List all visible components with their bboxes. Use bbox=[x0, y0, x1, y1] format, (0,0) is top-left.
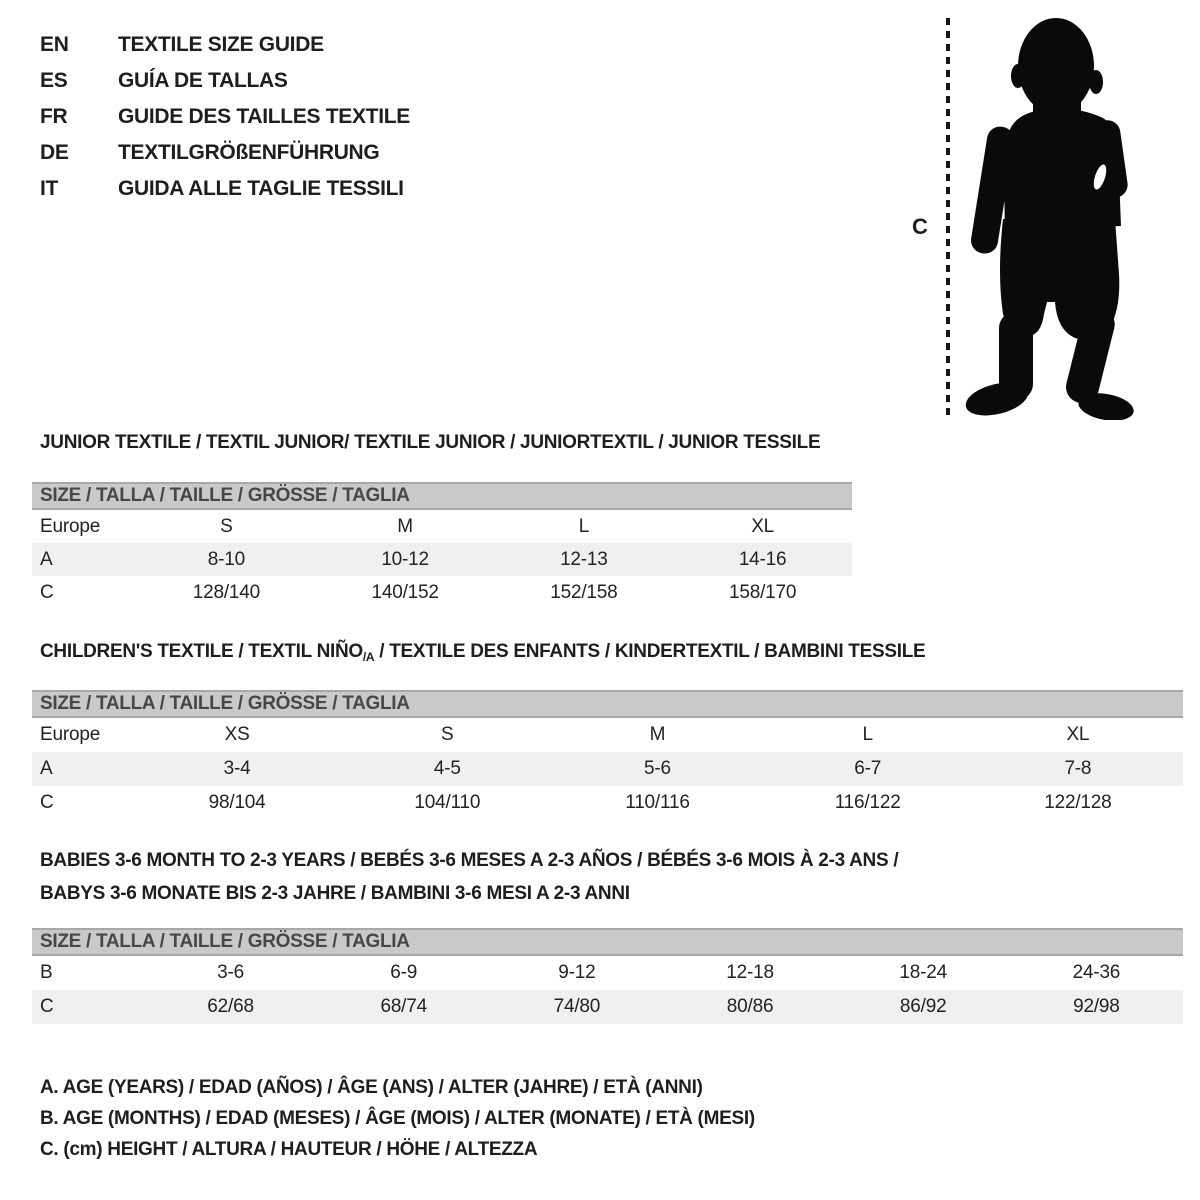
toddler-silhouette-icon bbox=[963, 14, 1141, 420]
language-code: DE bbox=[40, 141, 69, 164]
children-title-suffix: / TEXTILE DES ENFANTS / KINDERTEXTIL / BAMBINI TESSILE bbox=[374, 641, 926, 662]
size-cell: 116/122 bbox=[834, 792, 901, 813]
table-row bbox=[32, 576, 852, 609]
size-cell: 152/158 bbox=[550, 581, 618, 603]
size-header-bar: SIZE / TALLA / TAILLE / GRÖSSE / TAGLIA bbox=[32, 928, 1183, 956]
size-cell: 140/152 bbox=[371, 581, 439, 603]
size-cell: 9-12 bbox=[558, 962, 596, 983]
measure-label-c: C bbox=[912, 214, 928, 239]
size-cell: S bbox=[441, 724, 454, 745]
size-cell: 98/104 bbox=[208, 792, 266, 813]
children-section-title bbox=[40, 641, 925, 663]
language-code: EN bbox=[40, 33, 69, 56]
babies-table bbox=[32, 956, 1183, 1024]
size-cell: 3-4 bbox=[223, 758, 251, 779]
size-cell: 86/92 bbox=[899, 996, 947, 1017]
size-cell: 12-18 bbox=[726, 962, 774, 983]
guide-title: TEXTILE SIZE GUIDE bbox=[118, 33, 324, 56]
children-table bbox=[32, 718, 1183, 820]
size-cell: 74/80 bbox=[553, 996, 601, 1017]
footnote-c: C. (cm) HEIGHT / ALTURA / HAUTEUR / HÖHE / ALTEZZA bbox=[40, 1139, 538, 1160]
language-row-es bbox=[40, 63, 410, 99]
junior-table bbox=[32, 510, 852, 609]
size-cell: 110/116 bbox=[625, 792, 690, 813]
language-header bbox=[40, 27, 410, 207]
size-cell: 6-7 bbox=[854, 758, 882, 779]
children-title-subscript: /A bbox=[362, 650, 375, 664]
children-title-prefix: CHILDREN'S TEXTILE / TEXTIL NIÑO bbox=[40, 641, 363, 662]
size-cell: 24-36 bbox=[1072, 962, 1121, 983]
size-cell: 18-24 bbox=[899, 962, 947, 983]
row-label: C bbox=[40, 996, 54, 1017]
size-cell: 14-16 bbox=[738, 548, 787, 570]
language-row-fr bbox=[40, 99, 410, 135]
size-cell: S bbox=[220, 515, 233, 537]
footnote-a: A. AGE (YEARS) / EDAD (AÑOS) / ÂGE (ANS) / ALTER (JAHRE) / ETÀ (ANNI) bbox=[40, 1077, 703, 1098]
guide-title: GUIDE DES TAILLES TEXTILE bbox=[118, 105, 410, 128]
table-row bbox=[32, 990, 1183, 1024]
size-cell: 158/170 bbox=[728, 581, 797, 603]
size-cell: 5-6 bbox=[644, 758, 671, 779]
size-cell: XL bbox=[751, 515, 775, 537]
table-row bbox=[32, 510, 852, 543]
size-cell: 6-9 bbox=[390, 962, 418, 983]
size-cell: 122/128 bbox=[1044, 792, 1112, 813]
row-label: A bbox=[40, 548, 53, 570]
babies-section-title-line1: BABIES 3-6 MONTH TO 2-3 YEARS / BEBÉS 3-6 MESES A 2-3 AÑOS / BÉBÉS 3-6 MOIS À 2-3 ANS / bbox=[40, 850, 899, 871]
footnotes bbox=[40, 1072, 755, 1165]
language-row-en bbox=[40, 27, 410, 63]
language-code: ES bbox=[40, 69, 68, 92]
size-cell: L bbox=[862, 724, 873, 745]
table-row bbox=[32, 786, 1183, 820]
size-cell: 104/110 bbox=[414, 792, 481, 813]
size-header-bar: SIZE / TALLA / TAILLE / GRÖSSE / TAGLIA bbox=[32, 690, 1183, 718]
guide-title: GUÍA DE TALLAS bbox=[118, 69, 288, 92]
table-row bbox=[32, 752, 1183, 786]
language-code: FR bbox=[40, 105, 68, 128]
table-row bbox=[32, 956, 1183, 990]
size-cell: XS bbox=[224, 724, 250, 745]
size-cell: M bbox=[397, 515, 413, 537]
language-row-de bbox=[40, 135, 410, 171]
size-cell: 92/98 bbox=[1073, 996, 1120, 1017]
footnote-b: B. AGE (MONTHS) / EDAD (MESES) / ÂGE (MOIS) / ALTER (MONATE) / ETÀ (MESI) bbox=[40, 1108, 755, 1129]
size-cell: XL bbox=[1066, 724, 1090, 745]
row-label: B bbox=[40, 962, 53, 983]
size-cell: 128/140 bbox=[192, 581, 261, 603]
row-label: C bbox=[40, 581, 54, 603]
language-row-it bbox=[40, 171, 410, 207]
junior-section-title: JUNIOR TEXTILE / TEXTIL JUNIOR/ TEXTILE JUNIOR / JUNIORTEXTIL / JUNIOR TESSILE bbox=[40, 432, 821, 453]
table-row bbox=[32, 718, 1183, 752]
size-cell: L bbox=[578, 515, 590, 537]
row-label: C bbox=[40, 792, 54, 813]
babies-section-title-line2: BABYS 3-6 MONATE BIS 2-3 JAHRE / BAMBINI 3-6 MESI A 2-3 ANNI bbox=[40, 883, 630, 904]
size-cell: 12-13 bbox=[560, 548, 608, 570]
size-cell: 7-8 bbox=[1064, 758, 1092, 779]
size-header-bar: SIZE / TALLA / TAILLE / GRÖSSE / TAGLIA bbox=[32, 482, 852, 510]
size-cell: 62/68 bbox=[207, 996, 254, 1017]
row-label: A bbox=[40, 758, 53, 779]
size-cell: 10-12 bbox=[381, 548, 429, 570]
size-cell: 3-6 bbox=[217, 962, 245, 983]
size-cell: 80/86 bbox=[726, 996, 774, 1017]
row-label: Europe bbox=[40, 515, 101, 537]
guide-title: TEXTILGRÖßENFÜHRUNG bbox=[118, 141, 380, 164]
size-cell: 8-10 bbox=[207, 548, 245, 570]
size-cell: 4-5 bbox=[433, 758, 461, 779]
guide-title: GUIDA ALLE TAGLIE TESSILI bbox=[118, 177, 404, 200]
height-measure-dotted-line bbox=[946, 18, 950, 415]
row-label: Europe bbox=[40, 724, 101, 745]
table-row bbox=[32, 543, 852, 576]
size-cell: M bbox=[649, 724, 666, 745]
language-code: IT bbox=[40, 177, 59, 200]
size-cell: 68/74 bbox=[380, 996, 427, 1017]
